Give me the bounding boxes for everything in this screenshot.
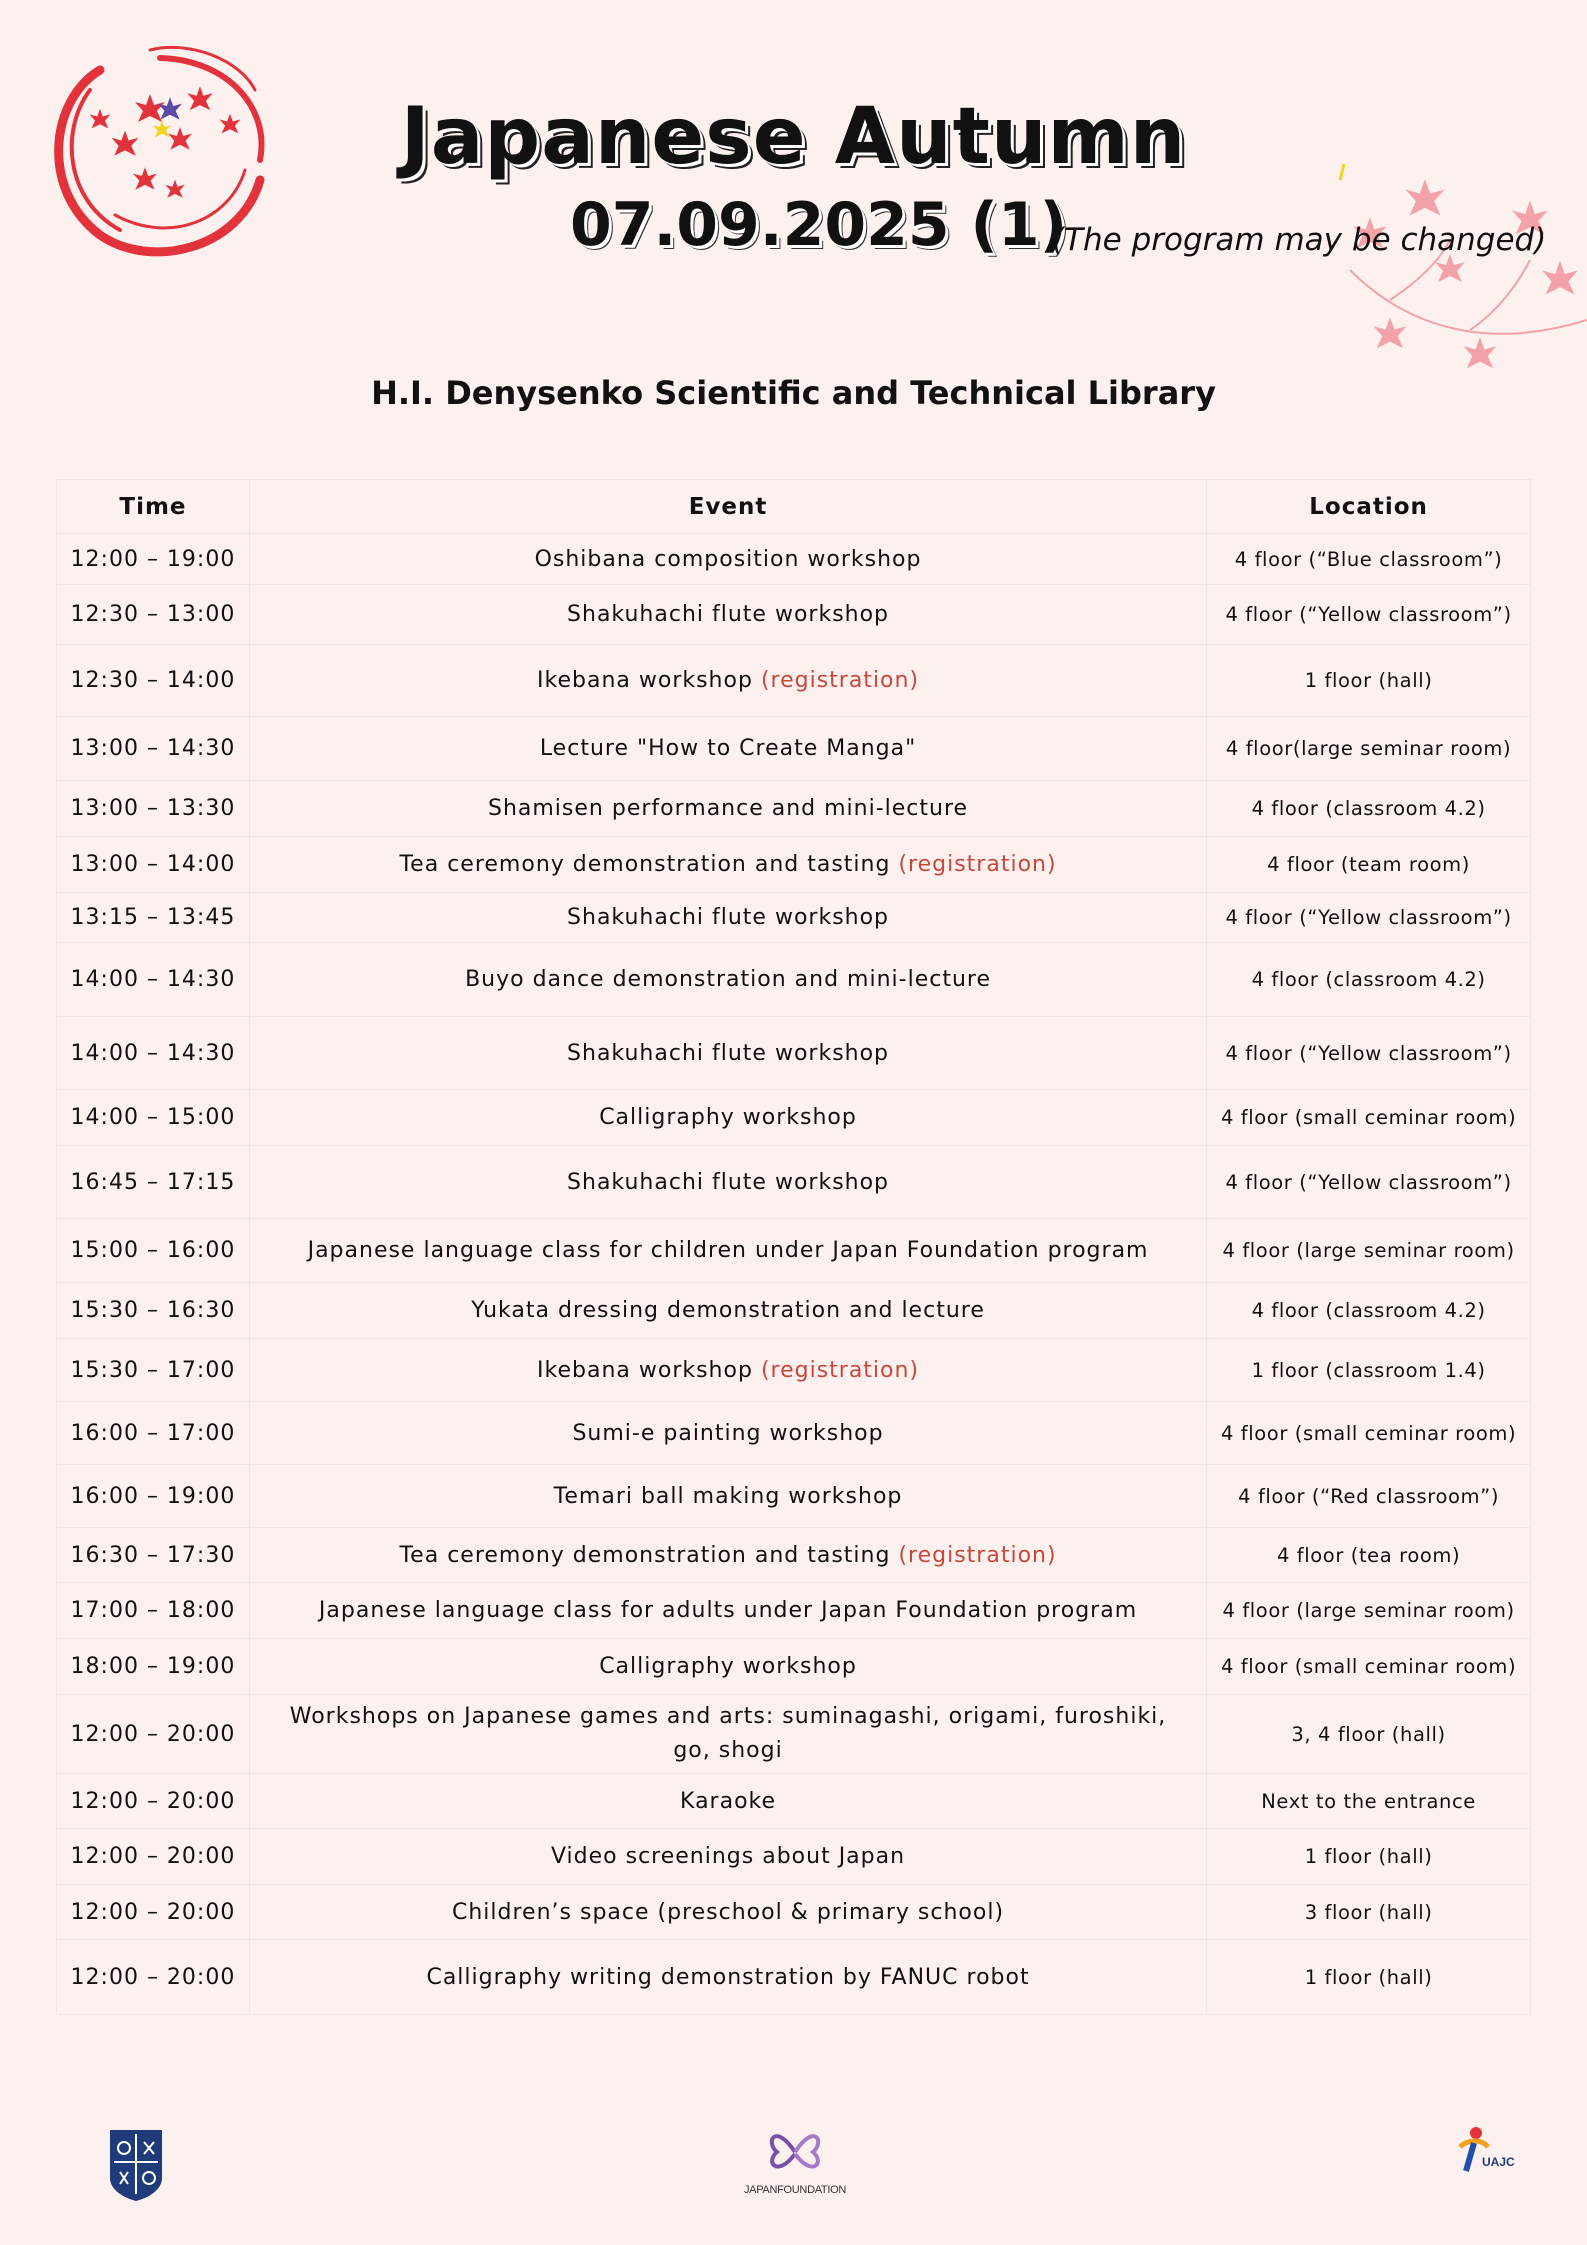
- event-cell: [249, 645, 1206, 717]
- event-cell: [249, 1283, 1206, 1339]
- location-cell: 4 floor(large seminar room): [1207, 717, 1531, 781]
- location-cell: 4 floor (team room): [1207, 837, 1531, 893]
- event-cell: [249, 1090, 1206, 1146]
- time-cell: 17:00 – 18:00: [57, 1583, 250, 1639]
- event-cell: [249, 1465, 1206, 1528]
- location-cell: 4 floor (“Yellow classroom”): [1207, 1017, 1531, 1090]
- location-cell: 1 floor (hall): [1207, 1829, 1531, 1885]
- table-row: [57, 1090, 1531, 1146]
- table-header-row: [57, 480, 1531, 534]
- event-title: Calligraphy workshop: [599, 1654, 857, 1679]
- event-title: Workshops on Japanese games and arts: suminagashi, origami, furoshiki, go, shogi: [289, 1704, 1167, 1763]
- location-cell: 4 floor (classroom 4.2): [1207, 943, 1531, 1017]
- time-cell: 12:00 – 20:00: [57, 1774, 250, 1829]
- table-row: [57, 943, 1531, 1017]
- table-row: [57, 1940, 1531, 2015]
- table-row: [57, 781, 1531, 837]
- location-cell: 1 floor (classroom 1.4): [1207, 1339, 1531, 1402]
- event-title: Oshibana composition workshop: [534, 546, 922, 572]
- program-change-note: (The program may be changed): [1052, 222, 1547, 258]
- event-title: Tea ceremony demonstration and tasting: [399, 1542, 891, 1568]
- time-cell: 12:00 – 20:00: [57, 1695, 250, 1774]
- time-cell: 12:00 – 20:00: [57, 1940, 250, 2015]
- registration-link[interactable]: (registration): [898, 1542, 1057, 1568]
- uajc-logo: [1452, 2125, 1524, 2179]
- registration-link[interactable]: (registration): [760, 668, 920, 693]
- event-cell: [249, 1146, 1206, 1219]
- event-cell: [249, 1829, 1206, 1885]
- time-cell: 12:00 – 19:00: [57, 534, 250, 585]
- event-cell: [249, 585, 1206, 645]
- event-cell: [249, 1402, 1206, 1465]
- location-cell: 4 floor (“Yellow classroom”): [1207, 585, 1531, 645]
- location-cell: Next to the entrance: [1207, 1774, 1531, 1829]
- table-row: [57, 1339, 1531, 1402]
- event-cell: [249, 1017, 1206, 1090]
- event-title: Sumi-e painting workshop: [572, 1420, 884, 1446]
- table-row: [57, 1583, 1531, 1639]
- registration-link[interactable]: (registration): [898, 852, 1057, 877]
- time-cell: 16:00 – 19:00: [57, 1465, 250, 1528]
- table-row: [57, 534, 1531, 585]
- location-cell: 4 floor (small ceminar room): [1207, 1402, 1531, 1465]
- table-row: [57, 1146, 1531, 1219]
- location-cell: 4 floor (large seminar room): [1207, 1219, 1531, 1283]
- event-cell: [249, 1583, 1206, 1639]
- event-title: Karaoke: [680, 1788, 777, 1814]
- event-title: Ikebana workshop: [537, 668, 753, 693]
- time-cell: 15:30 – 16:30: [57, 1283, 250, 1339]
- location-cell: 4 floor (small ceminar room): [1207, 1090, 1531, 1146]
- time-cell: 15:30 – 17:00: [57, 1339, 250, 1402]
- table-row: [57, 1017, 1531, 1090]
- location-cell: 4 floor (small ceminar room): [1207, 1639, 1531, 1695]
- location-column-header: Location: [1207, 480, 1531, 534]
- table-row: [57, 1774, 1531, 1829]
- event-title: Yukata dressing demonstration and lecture: [471, 1298, 985, 1323]
- japan-foundation-wordmark: JAPANFOUNDATION: [743, 2184, 847, 2196]
- event-title: Lecture "How to Create Manga": [539, 736, 917, 761]
- schedule-table: [56, 479, 1531, 2015]
- event-title: Shakuhachi flute workshop: [567, 905, 890, 930]
- time-cell: 16:45 – 17:15: [57, 1146, 250, 1219]
- event-title: Video screenings about Japan: [550, 1844, 906, 1869]
- time-cell: 13:00 – 14:30: [57, 717, 250, 781]
- event-cell: [249, 1885, 1206, 1940]
- event-cell: [249, 1774, 1206, 1829]
- location-cell: 4 floor (tea room): [1207, 1528, 1531, 1583]
- table-row: [57, 1465, 1531, 1528]
- time-cell: 15:00 – 16:00: [57, 1219, 250, 1283]
- location-cell: 4 floor (“Yellow classroom”): [1207, 1146, 1531, 1219]
- event-title: Buyo dance demonstration and mini-lecture: [465, 967, 991, 992]
- event-title: Japanese language class for children under Japan Foundation program: [307, 1238, 1149, 1263]
- event-title: Ikebana workshop: [537, 1357, 753, 1383]
- table-row: [57, 1885, 1531, 1940]
- location-cell: 4 floor (“Red classroom”): [1207, 1465, 1531, 1528]
- event-date: 07.09.2025 (1): [570, 190, 1068, 260]
- butterfly-icon: [765, 2122, 825, 2180]
- event-cell: [249, 717, 1206, 781]
- japan-foundation-logo: [740, 2122, 850, 2196]
- location-cell: 4 floor (classroom 4.2): [1207, 1283, 1531, 1339]
- uajc-wordmark: UAJC: [1482, 2155, 1515, 2169]
- event-cell: [249, 1339, 1206, 1402]
- event-cell: [249, 943, 1206, 1017]
- time-cell: 12:00 – 20:00: [57, 1829, 250, 1885]
- event-title: Shakuhachi flute workshop: [567, 602, 890, 627]
- table-row: [57, 645, 1531, 717]
- table-row: [57, 1219, 1531, 1283]
- time-cell: 16:30 – 17:30: [57, 1528, 250, 1583]
- location-cell: 1 floor (hall): [1207, 1940, 1531, 2015]
- time-cell: 14:00 – 14:30: [57, 1017, 250, 1090]
- event-title: Temari ball making workshop: [553, 1483, 903, 1509]
- time-cell: 18:00 – 19:00: [57, 1639, 250, 1695]
- table-row: [57, 1283, 1531, 1339]
- event-title: Shamisen performance and mini-lecture: [487, 796, 969, 821]
- location-cell: 4 floor (“Yellow classroom”): [1207, 893, 1531, 943]
- maple-branch-decoration: [1330, 160, 1587, 390]
- event-title: Tea ceremony demonstration and tasting: [399, 852, 891, 877]
- location-cell: 3, 4 floor (hall): [1207, 1695, 1531, 1774]
- event-title: Calligraphy workshop: [599, 1105, 857, 1130]
- registration-link[interactable]: (registration): [760, 1357, 920, 1383]
- event-cell: [249, 1219, 1206, 1283]
- time-cell: 14:00 – 15:00: [57, 1090, 250, 1146]
- time-cell: 16:00 – 17:00: [57, 1402, 250, 1465]
- location-cell: 4 floor (classroom 4.2): [1207, 781, 1531, 837]
- time-cell: 12:30 – 14:00: [57, 645, 250, 717]
- event-title: Shakuhachi flute workshop: [567, 1040, 890, 1066]
- event-cell: [249, 1940, 1206, 2015]
- page-title: Japanese Autumn: [400, 92, 1187, 182]
- time-column-header: Time: [57, 480, 250, 534]
- event-title: Shakuhachi flute workshop: [567, 1169, 890, 1195]
- time-cell: 13:15 – 13:45: [57, 893, 250, 943]
- event-cell: [249, 1639, 1206, 1695]
- event-title: Children’s space (preschool & primary school): [452, 1899, 1005, 1925]
- university-shield-logo: [108, 2128, 164, 2202]
- table-row: [57, 1695, 1531, 1774]
- event-cell: [249, 837, 1206, 893]
- event-title: Japanese language class for adults under Japan Foundation program: [318, 1598, 1138, 1623]
- table-row: [57, 1639, 1531, 1695]
- library-name: H.I. Denysenko Scientific and Technical Library: [371, 374, 1216, 412]
- table-row: [57, 1829, 1531, 1885]
- event-column-header: Event: [249, 480, 1206, 534]
- location-cell: 4 floor (“Blue classroom”): [1207, 534, 1531, 585]
- table-row: [57, 837, 1531, 893]
- table-row: [57, 1528, 1531, 1583]
- event-cell: [249, 1695, 1206, 1774]
- table-row: [57, 585, 1531, 645]
- time-cell: 13:00 – 14:00: [57, 837, 250, 893]
- time-cell: 14:00 – 14:30: [57, 943, 250, 1017]
- time-cell: 12:30 – 13:00: [57, 585, 250, 645]
- table-row: [57, 717, 1531, 781]
- event-cell: [249, 893, 1206, 943]
- time-cell: 12:00 – 20:00: [57, 1885, 250, 1940]
- table-row: [57, 1402, 1531, 1465]
- table-row: [57, 893, 1531, 943]
- event-title: Calligraphy writing demonstration by FANUC robot: [426, 1964, 1030, 1990]
- location-cell: 4 floor (large seminar room): [1207, 1583, 1531, 1639]
- location-cell: 3 floor (hall): [1207, 1885, 1531, 1940]
- location-cell: 1 floor (hall): [1207, 645, 1531, 717]
- time-cell: 13:00 – 13:30: [57, 781, 250, 837]
- event-cell: [249, 1528, 1206, 1583]
- event-cell: [249, 781, 1206, 837]
- event-cell: [249, 534, 1206, 585]
